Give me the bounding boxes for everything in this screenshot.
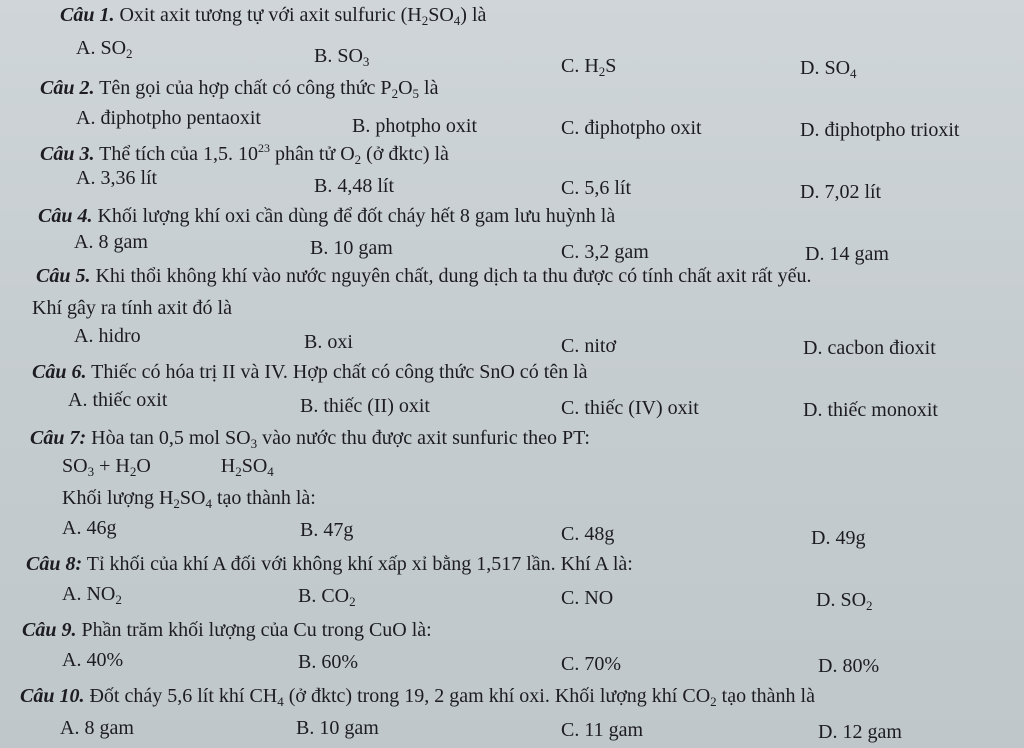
question-10-option-c: C. 11 gam bbox=[561, 719, 644, 741]
question-5-stem: Câu 5. Khi thổi không khí vào nước nguyên chất, dung dịch ta thu được có tính chất axit rất yếu. bbox=[36, 265, 812, 287]
question-6-option-b: B. thiếc (II) oxit bbox=[300, 395, 430, 417]
question-10-stem: Câu 10. Đốt cháy 5,6 lít khí $CH_4$ (ở đktc) trong 19, 2 gam khí oxi. Khối lượng khí $CO_2$ tạo thành là bbox=[20, 685, 815, 709]
question-6-stem: Câu 6. Thiếc có hóa trị II và IV. Hợp chất có công thức SnO có tên là bbox=[32, 361, 588, 383]
question-1-option-d: D. $SO_4$ bbox=[800, 57, 857, 81]
question-3-option-b: B. 4,48 lít bbox=[314, 175, 395, 197]
question-5-option-d: D. cacbon đioxit bbox=[803, 337, 936, 359]
question-3-option-a: A. 3,36 lít bbox=[76, 167, 158, 189]
question-9-option-c: C. 70% bbox=[561, 653, 621, 675]
question-8-stem: Câu 8: Tỉ khối của khí A đối với không khí xấp xỉ bằng 1,517 lần. Khí A là: bbox=[26, 553, 633, 575]
question-7-equation: $SO_3 + H_2O$ $H_2SO_4$ bbox=[62, 455, 274, 479]
question-4-option-b: B. 10 gam bbox=[310, 237, 393, 259]
question-5-option-b: B. oxi bbox=[304, 331, 353, 353]
question-8-option-b: B. $CO_2$ bbox=[298, 585, 356, 609]
question-9-option-d: D. 80% bbox=[818, 655, 880, 677]
question-10-option-a: A. 8 gam bbox=[60, 717, 134, 739]
question-4-option-a: A. 8 gam bbox=[74, 231, 148, 253]
question-3-option-c: C. 5,6 lít bbox=[561, 177, 632, 199]
question-8-option-d: D. $SO_2$ bbox=[816, 589, 873, 613]
question-4-option-d: D. 14 gam bbox=[805, 243, 889, 265]
question-3-stem: Câu 3. Thể tích của 1,5. $10^{23}$ phân tử $O_2$ (ở đktc) là bbox=[40, 141, 449, 167]
question-1-option-a: A. $SO_2$ bbox=[76, 37, 133, 61]
question-4-stem: Câu 4. Khối lượng khí oxi cần dùng để đốt cháy hết 8 gam lưu huỳnh là bbox=[38, 205, 616, 227]
question-9-option-a: A. 40% bbox=[62, 649, 124, 671]
question-6-option-c: C. thiếc (IV) oxit bbox=[561, 397, 699, 419]
question-7-option-c: C. 48g bbox=[561, 523, 615, 545]
question-8-option-c: C. NO bbox=[561, 587, 614, 609]
question-2-stem: Câu 2. Tên gọi của hợp chất có công thức $P_2O_5$ là bbox=[40, 77, 439, 101]
question-2-option-c: C. điphotpho oxit bbox=[561, 117, 702, 139]
question-5-option-a: A. hidro bbox=[74, 325, 141, 347]
question-2-option-a: A. điphotpho pentaoxit bbox=[76, 107, 261, 129]
question-1-option-c: C. $H_2S$ bbox=[561, 55, 617, 79]
question-9-option-b: B. 60% bbox=[298, 651, 358, 673]
question-6-option-a: A. thiếc oxit bbox=[68, 389, 168, 411]
question-8-option-a: A. $NO_2$ bbox=[62, 583, 122, 607]
question-7-option-d: D. 49g bbox=[811, 527, 866, 549]
question-1-option-b: B. $SO_3$ bbox=[314, 45, 370, 69]
question-10-option-b: B. 10 gam bbox=[296, 717, 379, 739]
question-4-option-c: C. 3,2 gam bbox=[561, 241, 649, 263]
question-7-stem-line-2: Khối lượng $H_2SO_4$ tạo thành là: bbox=[62, 487, 316, 511]
question-10-option-d: D. 12 gam bbox=[818, 721, 902, 743]
question-7-option-a: A. 46g bbox=[62, 517, 117, 539]
question-3-option-d: D. 7,02 lít bbox=[800, 181, 882, 203]
question-7-stem: Câu 7: Hòa tan 0,5 mol $SO_3$ vào nước thu được axit sunfuric theo PT: bbox=[30, 427, 590, 451]
question-5-stem-line-2: Khí gây ra tính axit đó là bbox=[32, 297, 232, 319]
question-5-option-c: C. nitơ bbox=[561, 335, 617, 357]
question-2-option-b: B. photpho oxit bbox=[352, 115, 478, 137]
question-9-stem: Câu 9. Phần trăm khối lượng của Cu trong CuO là: bbox=[22, 619, 432, 641]
question-1-stem: Câu 1. Oxit axit tương tự với axit sulfuric $(H_2SO_4)$ là bbox=[60, 4, 487, 28]
question-2-option-d: D. điphotpho trioxit bbox=[800, 119, 960, 141]
question-7-option-b: B. 47g bbox=[300, 519, 354, 541]
question-6-option-d: D. thiếc monoxit bbox=[803, 399, 938, 421]
